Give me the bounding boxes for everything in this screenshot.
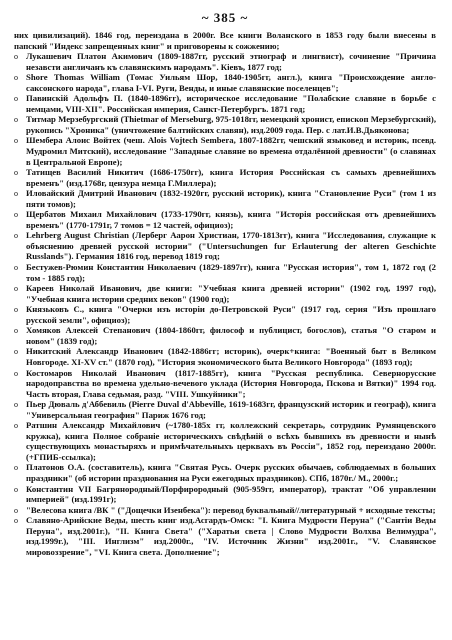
list-item-text: Князьковъ С., книга "Очерки изъ исторiи до-Петровской Руси" (1917 год, серия "Изъ прошлаго русской земли", официоз); [26, 304, 436, 325]
bullet-icon: o [14, 231, 18, 241]
list-item-text: Пьер Дюваль д'Аббевиль (Pierre Duval d'Abbeville, 1619-1683гг, французский историк и географ), книга "Универсальная география" Париж 1676 год; [26, 399, 436, 420]
list-item-text: Кареев Николай Иванович, две книги: "Учебная книга древней истории" (1902 год, 1997 год), "Учебная книга истории средних веков" (1900 год); [26, 283, 436, 304]
list-item-text: Хомяков Алексей Степанович (1804-1860гг, философ и публицист, богослов), статья "О старом и новом" (1839 год); [26, 325, 436, 346]
intro-paragraph: них цивилизаций). 1846 год, переиздана в 2000г. Все книги Воланского в 1853 году были внесены в папский "Индекс запрещенных книг" и приговорены к сожжению; [14, 30, 436, 51]
list-item-text: Lehrberg August Christian (Лерберг Аарон Христиан, 1770-1813гг), книга "Исследования, служащие к объяснению древней русской истории" ("Untersuchungen fur Erlauterung der alteren Geschichte Russlands"). Германия 1816 год, перевод 1819 год; [26, 230, 436, 262]
list-item [14, 505, 436, 516]
list-item [14, 484, 436, 505]
bullet-icon: o [14, 347, 18, 357]
bullet-icon: o [14, 305, 18, 315]
bullet-icon: o [14, 505, 18, 515]
list-item [14, 420, 436, 462]
bullet-icon: o [14, 189, 18, 199]
list-item [14, 283, 436, 304]
list-item [14, 262, 436, 283]
bullet-icon: o [14, 73, 18, 83]
list-item-text: Лукашевич Платон Акимович (1809-1887гг, русский этнограф и лингвист), сочинение "Причина незавсти англичанъ къ славянскимъ народамъ". Кiевъ, 1877 год; [26, 51, 436, 72]
list-item-text: Иловайский Дмитрий Иванович (1832-1920гг, русский историк), книга "Становление Руси" (том 1 из пяти томов); [26, 188, 436, 209]
list-item-text: Славяно-Арийские Веды, шесть книг изд.Асгардъ-Омск: "I. Книга Мудрости Перуна" ("Сантiи Веды Перуна", изд.2001г.), "II. Книга Света" ("Харатьи света | Слово Мудрости Волхва Велимудра", изд.1999г.), "III. Инглизм" изд.2000г., "IV. Источник Жизни" изд.2001г., "V. Славянское мировоззрение", "VI. Книга света. Дополнение"; [26, 515, 436, 557]
page-body [14, 30, 436, 557]
bullet-icon: o [14, 168, 18, 178]
bullet-icon: o [14, 484, 18, 494]
bullet-icon: o [14, 136, 18, 146]
list-item [14, 462, 436, 483]
list-item-text: Ратшин Александр Михайлович (~1780-185х гг, коллежский секретарь, сотрудник Румянцевского кружка), книга Полное собранiе историческихъ свѣдѣнiй о всѣхъ бывшихъ въ древности и нынѣ существующихъ монастыряхъ и примѣчательныхъ церквахъ въ Россiи", 1852 год, переиздано 2000г. (+ГПИБ-ссылка); [26, 420, 436, 462]
bullet-icon: o [14, 463, 18, 473]
list-item [14, 304, 436, 325]
list-item-text: Павинскiй Адольфъ П. (1840-1896гг), историческое исследование "Полабские славяне в борьбе с немцами, VIII-XII". Российская империя, Санкт-Петербургъ. 1871 год; [26, 93, 436, 114]
list-item-text: Титмар Мерзебургский (Thietmar of Merseburg, 975-1018гг, немецкий хронист, епископ Мерзебургский), рукопись "Хроника" (уничтожение балтийских славян), изд.2009 года. Пер. с лат.И.В.Дьяконова; [26, 114, 436, 135]
bibliography-list [14, 51, 436, 557]
list-item [14, 135, 436, 167]
bullet-icon: o [14, 210, 18, 220]
list-item [14, 325, 436, 346]
list-item [14, 93, 436, 114]
list-item-text: Щербатов Михаил Михайлович (1733-1790гг, князь), книга "Исторiя российская отъ древнейшихъ временъ" (1770-1791г, 7 томов = 12 частей, официоз); [26, 209, 436, 230]
list-item [14, 368, 436, 400]
list-item-text: Шембера Алоис Войтех (чеш. Alois Vojtech Sembera, 1807-1882гг, чешский языковед и историк, псевд. Мудромил Митский), исследование "Западные славяне во времена отдалённой древности" (о славянах в Центральной Европе); [26, 135, 436, 167]
bullet-icon: o [14, 52, 18, 62]
list-item [14, 346, 436, 367]
list-item-text: Платонов О.А. (составитель), книга "Святая Русь. Очерк русских обычаев, соблюдаемых в больших праздники" (об истории празднования на Руси ежегодных праздников). СПб, 1870г./ М., 2000г.; [26, 462, 436, 483]
list-item [14, 399, 436, 420]
list-item [14, 230, 436, 262]
list-item-text: Shore Thomas William (Томас Уильям Шор, 1840-1905гг, англ.), книга "Происхождение англо-саксонского народа", глава I-VI. Руги, Венды, и иные славянские поселенцев"; [26, 72, 436, 93]
list-item-text: "Велесова книга /ВК " ("Дощечки Изенбека"): перевод буквальный//литературный + исходные тексты; [26, 504, 436, 515]
list-item-text: Константин VII Багрянородный/Порфирородный (905-959гг, император), трактат "Об управлении империей" (изд.1991г); [26, 483, 436, 505]
bullet-icon: o [14, 421, 18, 431]
bullet-icon: o [14, 326, 18, 336]
list-item-text: Никитский Александр Иванович (1842-1886гг; историк), очерк+книга: "Военный быт в Великом Новгороде. XI-XV ст." (1870 год), "История экономического быта Великого Новгорода" (1893 год); [26, 346, 436, 367]
list-item-text: Костомаров Николай Иванович (1817-1885гг), книга "Русская республика. Севернорусские народоправства во времена удельно-вечевого уклада (История Новгорода, Пскова и Вятки)" 1994 год. Часть вторая, Глава седьмая, разд. "VIII. Ушкуйники"; [26, 367, 436, 399]
list-item [14, 51, 436, 72]
list-item-text: Бестужев-Рюмин Константин Николаевич (1829-1897гг), книга "Русская история", том 1, 1872 год (2 том - 1885 год); [26, 262, 436, 283]
list-item [14, 515, 436, 557]
bullet-icon: o [14, 284, 18, 294]
list-item [14, 188, 436, 209]
bullet-icon: o [14, 400, 18, 410]
page-number: ~ 385 ~ [201, 10, 249, 25]
bullet-icon: o [14, 263, 18, 273]
list-item [14, 72, 436, 93]
bullet-icon: o [14, 115, 18, 125]
list-item [14, 114, 436, 135]
list-item [14, 167, 436, 188]
list-item-text: Татищев Василий Никитич (1686-1750гг), книга История Российская съ самыхъ древнейшихъ временъ" (изд.1768г, цензура немца Г.Миллера); [26, 167, 436, 188]
bullet-icon: o [14, 516, 18, 526]
bullet-icon: o [14, 94, 18, 104]
bullet-icon: o [14, 368, 18, 378]
list-item [14, 209, 436, 230]
